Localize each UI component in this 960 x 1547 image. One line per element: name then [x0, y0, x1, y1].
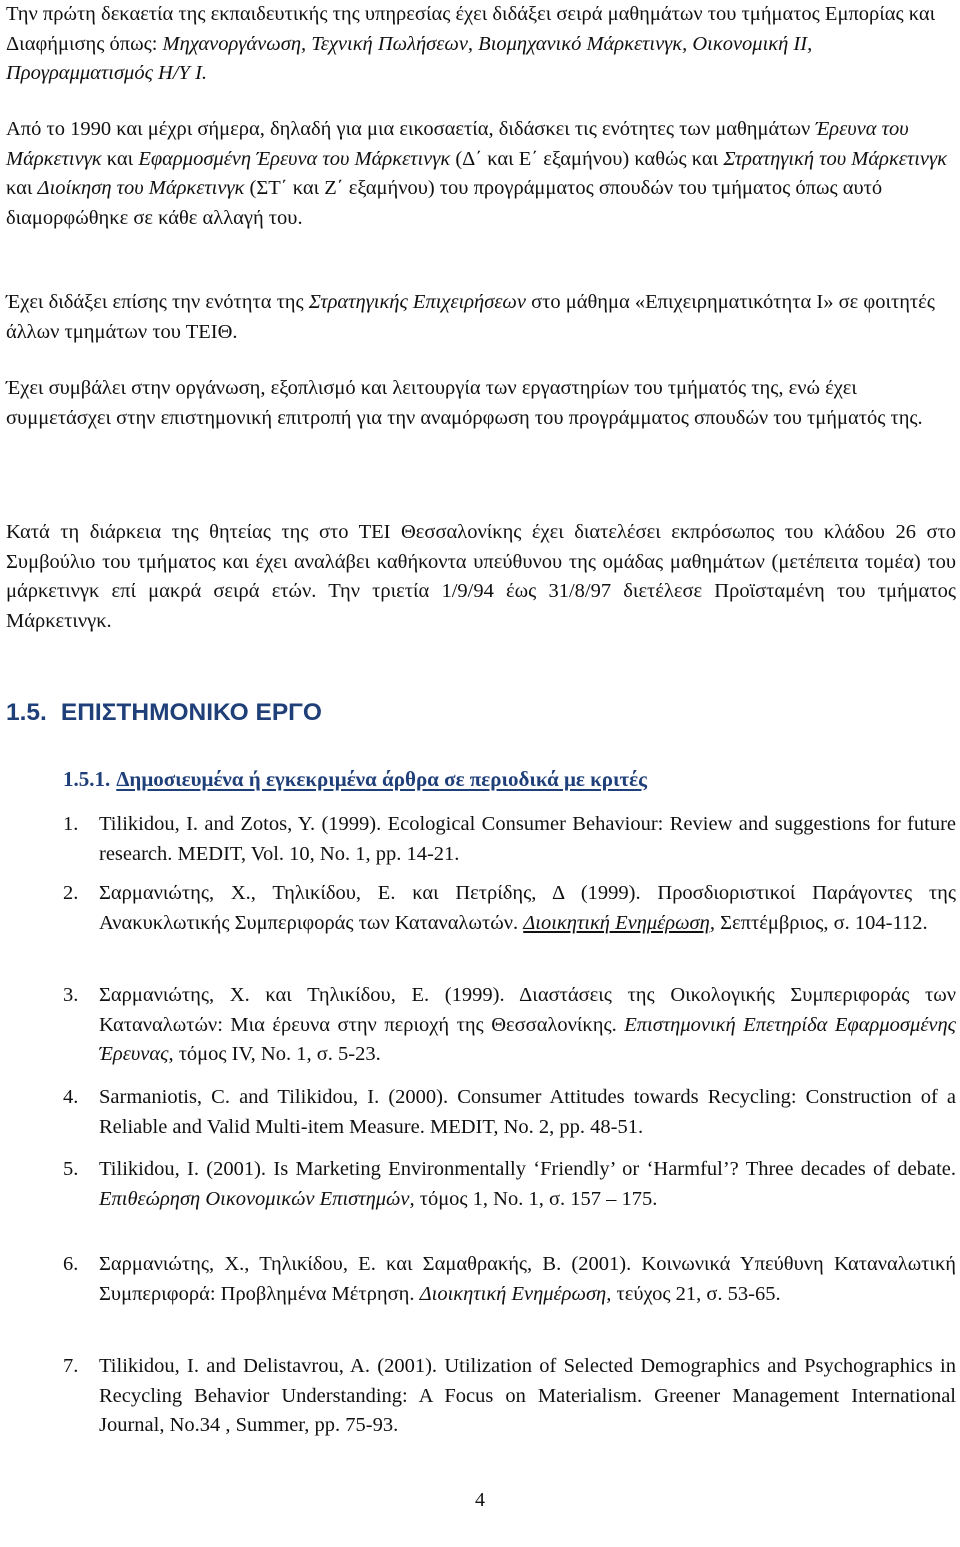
reference-text [99, 810, 956, 869]
reference-number: 1. [63, 813, 79, 835]
text-span: τόμος 1, No. 1, σ. 157 – 175. [414, 1187, 658, 1210]
subsection-heading [63, 764, 647, 794]
text-span: Tilikidou, I. and Zotos, Y. (1999). Ecological Consumer Behaviour: Review and suggestions for future research. MEDIT, Vol. 10, No. 1, pp. 14-21. [99, 813, 956, 865]
paragraph-teaching-first-decade [6, 0, 956, 89]
text-span: και [6, 177, 38, 199]
reference-text [99, 1155, 956, 1214]
text-span: , Σεπτέμβριος, σ. 104-112. [709, 911, 928, 934]
subsection-number: 1.5.1. [63, 767, 111, 791]
reference-number: 7. [63, 1355, 79, 1377]
text-span: Tilikidou, I. (2001). Is Marketing Environmentally ‘Friendly’ or ‘Harmful’? Three decades of debate. [99, 1158, 956, 1180]
paragraph-teaching-since-1990 [6, 115, 956, 233]
reference-text [99, 1352, 956, 1441]
italic-course-name: Στρατηγικής Επιχειρήσεων [308, 291, 526, 313]
text-span: και [101, 147, 139, 170]
reference-number: 4. [63, 1086, 79, 1108]
journal-name: Διοικητική Ενημέρωση, [419, 1282, 612, 1305]
paragraph-tenure-duties: Κατά τη διάρκεια της θητείας της στο ΤΕΙ Θεσσαλονίκης έχει διατελέσει εκπρόσωπος του κλάδου 26 στο Συμβούλιο του τμήματος και έχει αναλάβει καθήκοντα υπεύθυνου της ομάδας μαθημάτων (μετέπειτα τομέα) του μάρκετινγκ επί μακρά σειρά ετών. Την τριετία 1/9/94 έως 31/8/97 διετέλεσε Προϊσταμένη του τμήματος Μάρκετινγκ. [6, 521, 956, 632]
journal-name: Διοικητική Ενημέρωση [523, 911, 710, 934]
subsection-title: Δημοσιευμένα ή εγκεκριμένα άρθρα σε περιοδικά με κριτές [116, 767, 648, 791]
section-title: ΕΠΙΣΤΗΜΟΝΙΚΟ ΕΡΓΟ [60, 699, 322, 726]
italic-course-name: Εφαρμοσμένη Έρευνα του Μάρκετινγκ [138, 147, 451, 170]
text-span: (ΣΤ΄ και Ζ΄ εξαμήνου) του προγράμματος σπουδών του τμήματος όπως αυτό διαμορφώθηκε σε κάθε αλλαγή του. [6, 177, 883, 229]
paragraph-business-strategy [6, 288, 956, 347]
text-span: Σαρμανιώτης, Χ., Τηλικίδου, Ε. και Σαμαθρακής, Β. (2001). Κοινωνικά Υπεύθυνη Καταναλωτική Συμπεριφορά: Προβλημένα Μέτρηση. [99, 1253, 956, 1305]
section-heading [6, 697, 322, 729]
italic-course-name: Έρευνα του Μάρκετινγκ [6, 118, 909, 170]
page-number: 4 [475, 1489, 485, 1511]
text-span: Tilikidou, I. and Delistavrou, A. (2001). Utilization of Selected Demographics and Psychographics in Recycling Behavior Understanding: A Focus on Materialism. Greener Management International Journal, No.34 , Summer, pp. 75-93. [99, 1355, 956, 1436]
text-span: (Δ΄ και Ε΄ εξαμήνου) καθώς και [450, 147, 724, 170]
text-span: Σαρμανιώτης, Χ., Τηλικίδου, Ε. και Πετρίδης, Δ (1999). Προσδιοριστικοί Παράγοντες της Ανακυκλωτικής Συμπεριφοράς των Καταναλωτών. [99, 882, 956, 934]
reference-number: 6. [63, 1253, 79, 1275]
reference-number: 3. [63, 984, 79, 1006]
text-span: , τόμος IV, No. 1, σ. 5-23. [168, 1043, 381, 1065]
text-span: στο μάθημα «Επιχειρηματικότητα Ι» σε φοιτητές άλλων τμημάτων του ΤΕΙΘ. [6, 291, 935, 343]
reference-number: 5. [63, 1158, 79, 1180]
text-span: Έχει διδάξει επίσης την ενότητα της [6, 291, 309, 313]
journal-name: Επιθεώρηση Οικονομικών Επιστημών, [99, 1187, 415, 1210]
text-span: τεύχος 21, σ. 53-65. [611, 1282, 781, 1305]
journal-name: Επιστημονική Επετηρίδα Εφαρμοσμένης Έρευνας [99, 1013, 956, 1065]
reference-number: 2. [63, 882, 79, 904]
italic-course-name: Στρατηγική του Μάρκετινγκ [723, 147, 947, 170]
section-number: 1.5. [6, 699, 47, 726]
text-span: Από το 1990 και μέχρι σήμερα, δηλαδή για μια εικοσαετία, διδάσκει τις ενότητες των μαθημάτων [6, 118, 816, 140]
text-span: Sarmaniotis, C. and Tilikidou, I. (2000). Consumer Attitudes towards Recycling: Construction of a Reliable and Valid Multi-item Measure. MEDIT, No. 2, pp. 48-51. [99, 1086, 956, 1138]
italic-course-list: Μηχανοργάνωση, Τεχνική Πωλήσεων, Βιομηχανικό Μάρκετινγκ, Οικονομική ΙΙ, Προγραμματισμός Η/Υ Ι. [6, 32, 813, 84]
text-span: Σαρμανιώτης, Χ. και Τηλικίδου, Ε. (1999). Διαστάσεις της Οικολογικής Συμπεριφοράς των Καταναλωτών: Μια έρευνα στην περιοχή της Θεσσαλονίκης. [99, 984, 956, 1036]
text-span: Την πρώτη δεκαετία της εκπαιδευτικής της υπηρεσίας έχει διδάξει σειρά μαθημάτων του τμήματος Εμπορίας και Διαφήμισης όπως: [6, 3, 936, 55]
reference-text [99, 1250, 956, 1309]
reference-text [99, 981, 956, 1070]
reference-text [99, 1083, 956, 1142]
italic-course-name: Διοίκηση του Μάρκετινγκ [37, 177, 245, 199]
reference-text [99, 879, 956, 938]
paragraph-labs-contribution: Έχει συμβάλει στην οργάνωση, εξοπλισμό και λειτουργία των εργαστηρίων του τμήματός της, ενώ έχει συμμετάσχει στην επιστημονική επιτροπή για την αναμόρφωση του προγράμματος σπουδών του τμήματός της. [6, 377, 923, 429]
